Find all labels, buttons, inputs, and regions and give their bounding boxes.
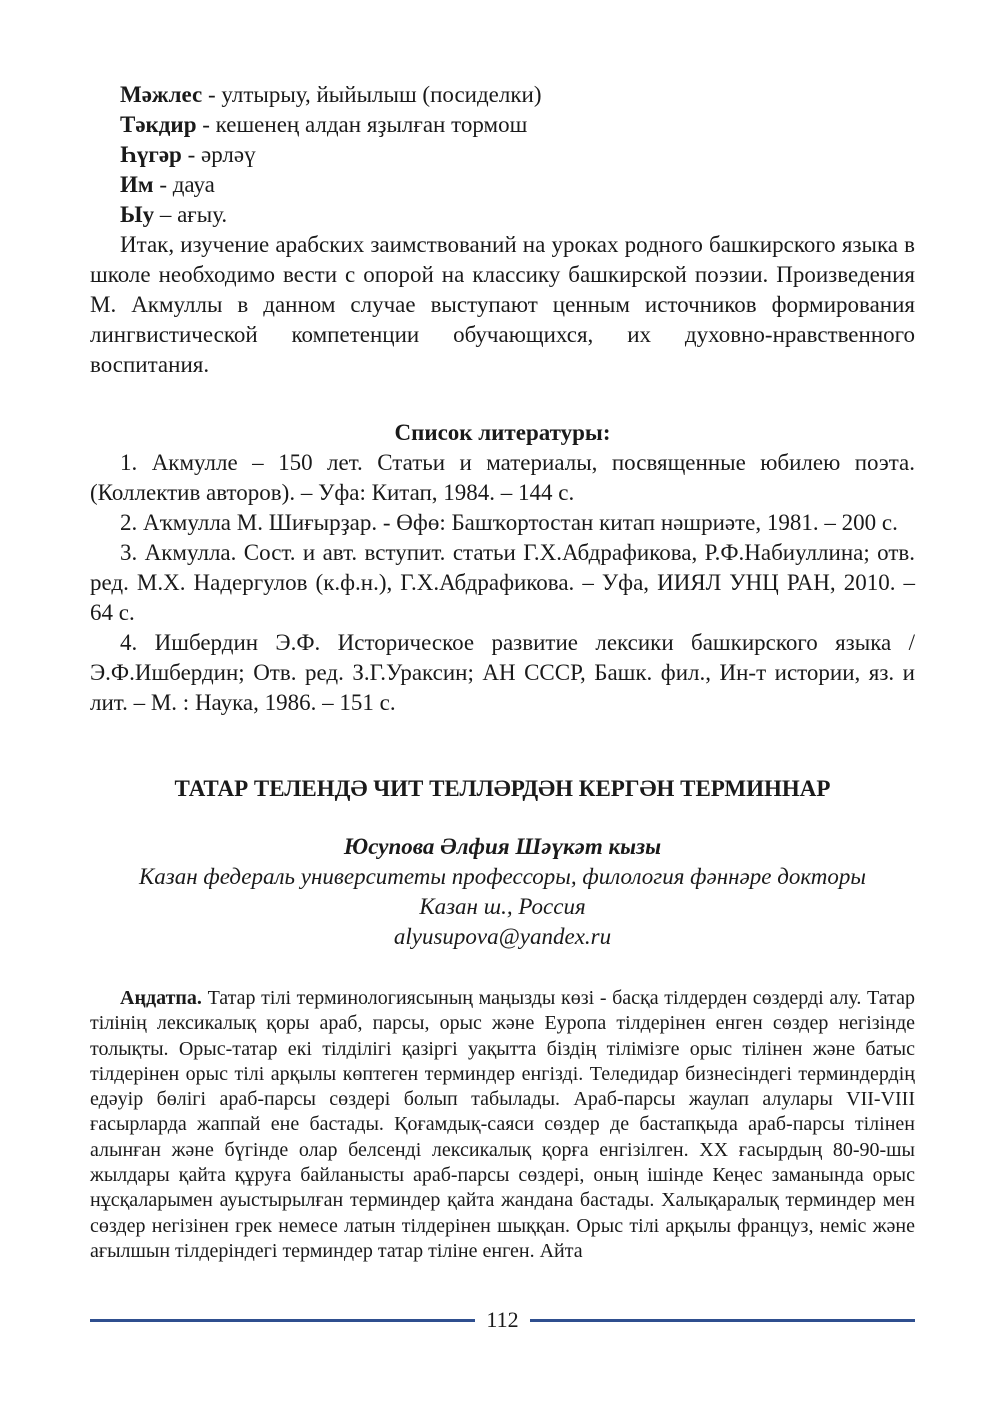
abstract-label: Аңдатпа. xyxy=(120,987,202,1009)
glossary-item xyxy=(90,110,915,140)
glossary-sep: - xyxy=(153,172,173,197)
glossary-sep: – xyxy=(154,202,178,227)
article-city: Казан ш., Россия xyxy=(419,894,586,919)
glossary-item xyxy=(90,80,915,110)
glossary-term: Мәжлес xyxy=(120,82,203,107)
references-list xyxy=(90,448,915,718)
glossary-item xyxy=(90,170,915,200)
page-body xyxy=(90,80,915,1264)
glossary-def: дауа xyxy=(172,172,215,197)
glossary-item xyxy=(90,140,915,170)
abstract-paragraph xyxy=(90,986,915,1264)
glossary-sep: - xyxy=(181,142,201,167)
page-footer xyxy=(90,1305,915,1335)
glossary-def: әрләү xyxy=(201,142,256,167)
glossary-term: Им xyxy=(120,172,154,197)
reference-item: 3. Акмулла. Сост. и авт. вступит. статьи Г.Х.Абдрафикова, Р.Ф.Набиуллина; отв. ред. М.Х. Надергулов (к.ф.н.), Г.Х.Абдрафикова. – Уфа, ИИЯЛ УНЦ РАН, 2010. – 64 с. xyxy=(90,540,915,625)
glossary-def: ағыу. xyxy=(177,202,228,227)
abstract-text: Татар тілі терминологиясының маңызды көзі - басқа тілдерден сөздерді алу. Татар тілінің лексикалық қоры араб, парсы, орыс және Еуропа тілдерінен енген сөздер негізінде толықты. Орыс-татар екі тілділігі қазіргі уақытта біздің тілімізге орыс тілінен және батыс тілдерінен орыс тілі арқылы көптеген терминдер енгізді. Теледидар бизнесіндегі терминдердің едәуір бөлігі араб-парсы сөздері болып табылады. Араб-парсы жаулап алулары VII-VIII ғасырларда жаппай ене бастады. Қоғамдық-саяси сөздер де бастапқыда араб-парсы тілінен алынған және бүгінде олар белсенді лексикалық қорға енгізілген. XX ғасырдың 80-90-шы жылдары қайта құруға байланысты араб-парсы сөздері, оның ішінде Кеңес заманында орыс нұсқаларымен ауыстырылған терминдер қайта жандана бастады. Халықаралық терминдер мен сөздер негізінен грек немесе латын тілдерінен шыққан. Орыс тілі арқылы француз, неміс және ағылшын тілдеріндегі терминдер татар тіліне енген. Айта xyxy=(90,987,915,1262)
glossary-def: кешенең алдан яҙылған тормош xyxy=(215,112,528,137)
reference-item: 2. Аҡмулла М. Шиғырҙар. - Өфө: Башҡортостан китап нәшриәте, 1981. – 200 с. xyxy=(120,510,898,535)
glossary-item xyxy=(90,200,915,230)
article-title: ТАТАР ТЕЛЕНДӘ ЧИТ ТЕЛЛӘРДӘН КЕРГӘН ТЕРМИННАР xyxy=(174,776,831,801)
article-email: alyusupova@yandex.ru xyxy=(393,924,612,949)
references-title: Список литературы: xyxy=(394,420,611,445)
glossary-sep: - xyxy=(196,112,216,137)
footer-rule-right xyxy=(530,1319,915,1322)
glossary-term: Һүгәр xyxy=(120,142,182,167)
reference-item: 1. Акмулле – 150 лет. Статьи и материалы, посвященные юбилею поэта. (Коллектив авторов). – Уфа: Китап, 1984. – 144 с. xyxy=(90,450,915,505)
reference-item: 4. Ишбердин Э.Ф. Историческое развитие лексики башкирского языка / Э.Ф.Ишбердин; Отв. ред. З.Г.Ураксин; АН СССР, Башк. фил., Ин-т истории, яз. и лит. – М. : Наука, 1986. – 151 с. xyxy=(90,630,915,715)
glossary-term: Ыу xyxy=(120,202,155,227)
glossary-term: Тәкдир xyxy=(120,112,197,137)
conclusion-paragraph: Итак, изучение арабских заимствований на уроках родного башкирского языка в школе необходимо вести с опорой на классику башкирской поэзии. Произведения М. Акмуллы в данном случае выступают ценным источников формирования лингвистической компетенции обучающихся, их духовно-нравственного воспитания. xyxy=(90,232,915,377)
glossary-sep: - xyxy=(202,82,222,107)
page-number: 112 xyxy=(486,1307,519,1332)
article-affiliation: Казан федераль университеты профессоры, филология фәннәре докторы xyxy=(139,864,866,889)
article-author: Юсупова Әлфия Шәүкәт кызы xyxy=(343,834,662,859)
glossary xyxy=(90,80,915,230)
glossary-def: ултырыу, йыйылыш (посиделки) xyxy=(221,82,542,107)
